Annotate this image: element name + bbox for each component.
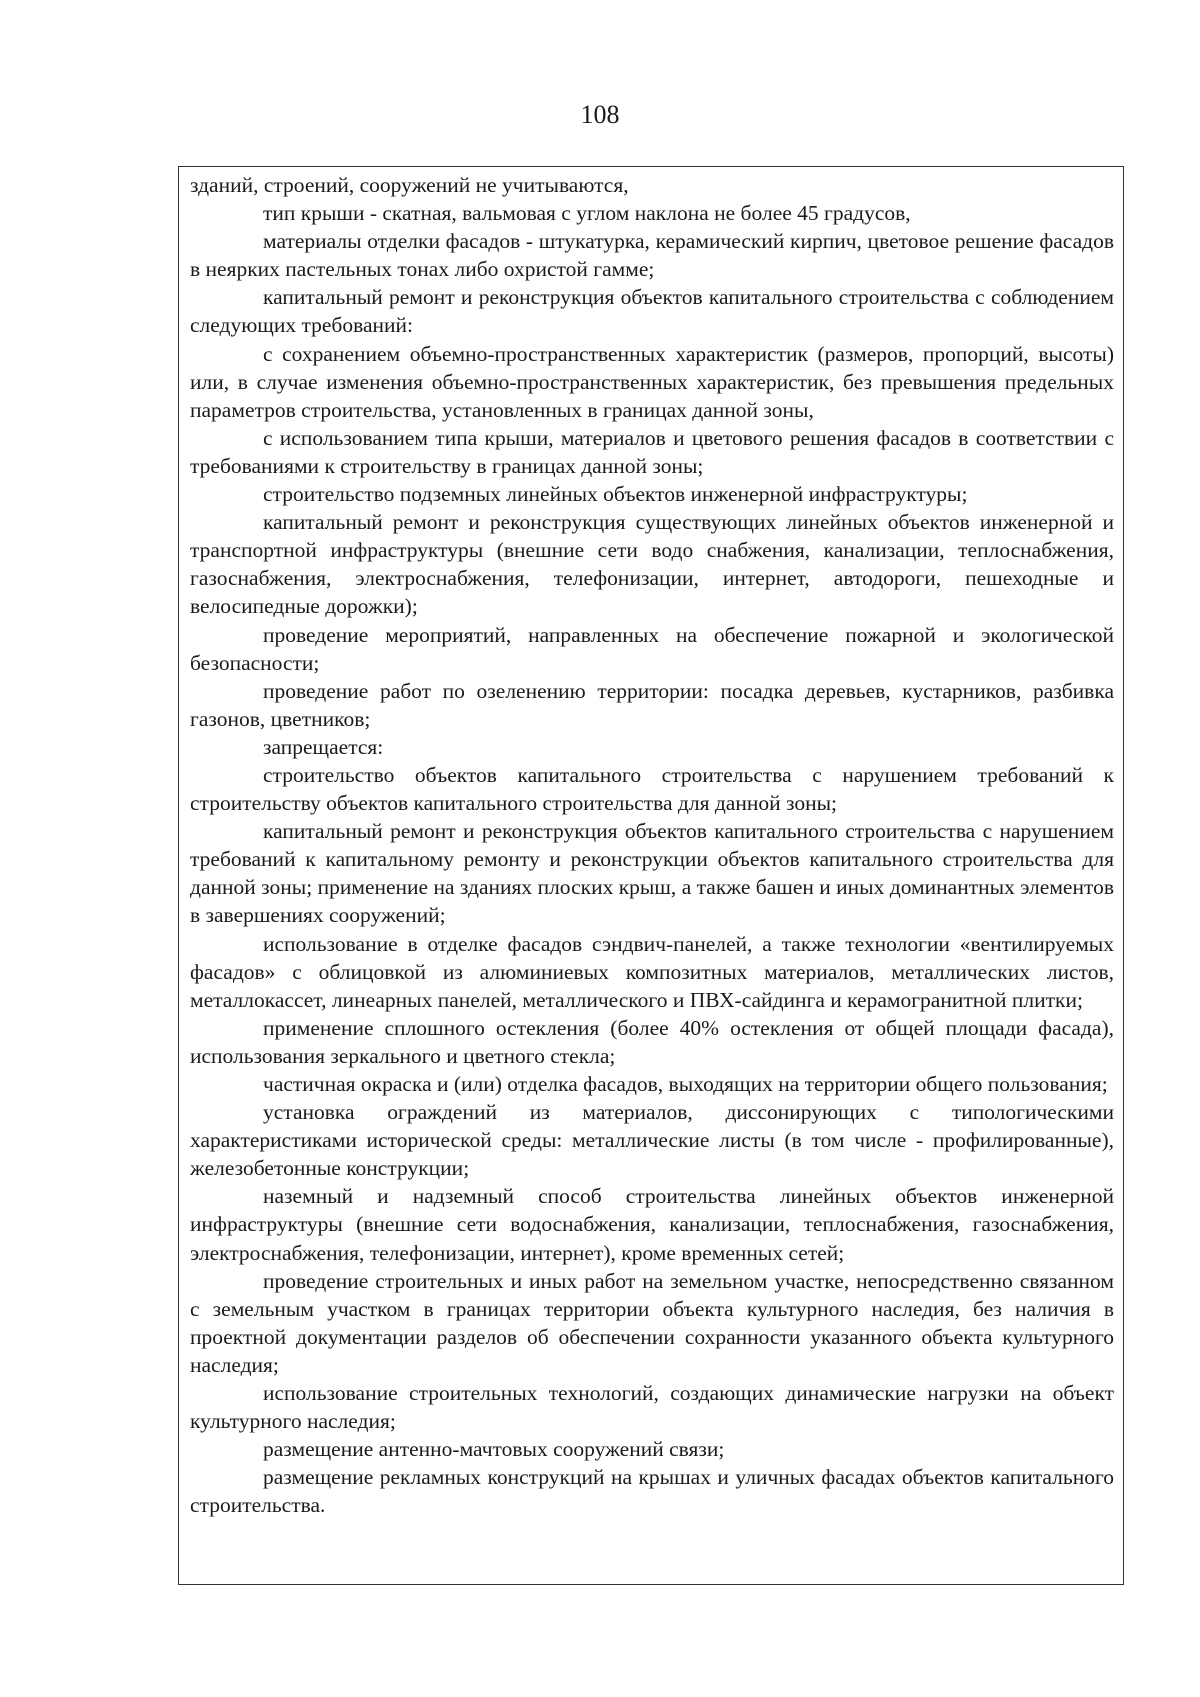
paragraph-sandwich-panels: использование в отделке фасадов сэндвич-панелей, а также технологии «вентилируемых фасадов» с облицовкой из алюминиевых композитных материалов, металлических листов, металлокассет, линеарных панелей, металлического и ПВХ-сайдинга и керамогранитной плитки; (190, 931, 1114, 1012)
paragraph-fences: установка ограждений из материалов, диссонирующих с типологическими характеристиками исторической среды: металлические листы (в том числе - профилированные), железобетонные конструкции; (190, 1100, 1114, 1181)
paragraph-roof-materials-use: с использованием типа крыши, материалов и цветового решения фасадов в соответствии с требованиями к строительству в границах данной зоны; (190, 425, 1114, 478)
paragraph-antenna-masts: размещение антенно-мачтовых сооружений связи; (263, 1437, 725, 1462)
paragraph-prohibited-heading: запрещается: (263, 734, 384, 759)
paragraph-volume-preservation: с сохранением объемно-пространственных характеристик (размеров, пропорций, высоты) или, в случае изменения объемно-пространственных характеристик, без превышения предельных параметров строительства, установленных в границах данной зоны, (190, 341, 1114, 422)
paragraph-landscaping: проведение работ по озеленению территории: посадка деревьев, кустарников, разбивка газонов, цветников; (190, 678, 1114, 731)
paragraph-underground-lines: строительство подземных линейных объектов инженерной инфраструктуры; (263, 482, 968, 507)
paragraph-prohibited-repair: капитальный ремонт и реконструкция объектов капитального строительства с нарушением требований к капитальному ремонту и реконструкции объектов капитального строительства для данной зоны; применение на зданиях плоских крыш, а также башен и иных доминантных элементов в завершениях сооружений; (190, 819, 1114, 928)
page-number: 108 (580, 100, 620, 129)
paragraph-partial-painting: частичная окраска и (или) отделка фасадов, выходящих на территории общего пользования; (263, 1072, 1108, 1096)
paragraph-dynamic-loads: использование строительных технологий, создающих динамические нагрузки на объект культурного наследия; (190, 1381, 1114, 1434)
paragraph-linear-infrastructure: капитальный ремонт и реконструкция существующих линейных объектов инженерной и транспортной инфраструктуры (внешние сети водо снабжения, канализации, теплоснабжения, газоснабжения, электроснабжения, телефонизации, интернет, автодороги, пешеходные и велосипедные дорожки); (190, 510, 1114, 619)
paragraph-capital-repair: капитальный ремонт и реконструкция объектов капитального строительства с соблюдением следующих требований: (190, 285, 1114, 338)
paragraph-glazing: применение сплошного остекления (более 40% остекления от общей площади фасада), использования зеркального и цветного стекла; (190, 1015, 1114, 1068)
document-text-frame (178, 166, 1124, 1585)
paragraph-heritage-works: проведение строительных и иных работ на земельном участке, непосредственно связанном с земельным участком в границах территории объекта культурного наследия, без наличия в проектной документации разделов об обеспечении сохранности указанного объекта культурного наследия; (190, 1268, 1114, 1377)
paragraph-overground-lines: наземный и надземный способ строительства линейных объектов инженерной инфраструктуры (внешние сети водоснабжения, канализации, теплоснабжения, газоснабжения, электроснабжения, телефонизации, интернет), кроме временных сетей; (190, 1184, 1114, 1265)
paragraph-roof-type: тип крыши - скатная, вальмовая с углом наклона не более 45 градусов, (263, 201, 911, 226)
paragraph-continuation: зданий, строений, сооружений не учитываются, (190, 173, 629, 197)
paragraph-fire-safety: проведение мероприятий, направленных на обеспечение пожарной и экологической безопасности; (190, 622, 1114, 675)
paragraph-advertising: размещение рекламных конструкций на крышах и уличных фасадах объектов капитального строительства. (190, 1465, 1114, 1518)
paragraph-facade-materials: материалы отделки фасадов - штукатурка, керамический кирпич, цветовое решение фасадов в неярких пастельных тонах либо охристой гамме; (190, 229, 1114, 282)
paragraph-prohibited-construction: строительство объектов капитального строительства с нарушением требований к строительству объектов капитального строительства для данной зоны; (190, 762, 1114, 816)
